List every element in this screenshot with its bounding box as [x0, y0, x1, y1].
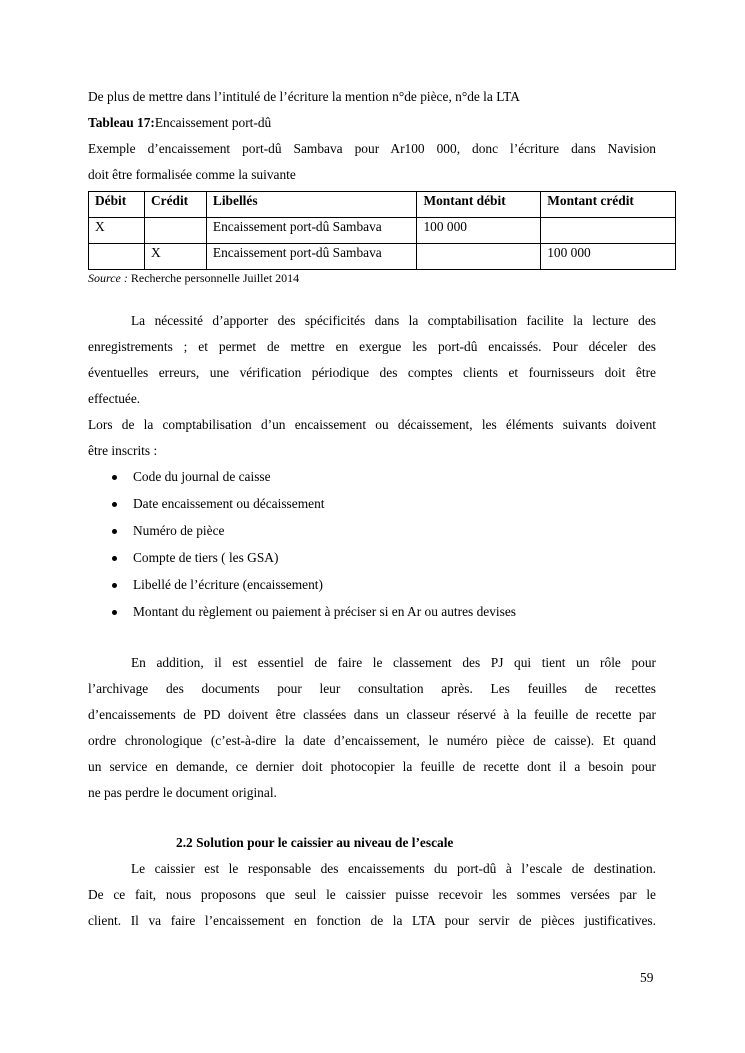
paragraph-line: Le caissier est le responsable des encaissements du port-dû à l’escale de destination.	[131, 861, 656, 876]
paragraph-line: éventuelles erreurs, une vérification périodique des comptes clients et fournisseurs doit être	[88, 365, 656, 380]
paragraph-line: être inscrits :	[88, 443, 158, 458]
table-cell: Encaissement port-dû Sambava	[206, 244, 417, 270]
table-cell	[89, 244, 145, 270]
paragraph-line: client. Il va faire l’encaissement en fonction de la LTA pour servir de pièces justificatives.	[88, 913, 656, 928]
list-item: Libellé de l’écriture (encaissement)	[88, 572, 656, 599]
document-page	[88, 84, 656, 934]
paragraph-line: ne pas perdre le document original.	[88, 785, 277, 800]
table-source	[88, 271, 656, 285]
table-caption	[88, 110, 656, 136]
example-line-2: doit être formalisée comme la suivante	[88, 167, 296, 182]
intro-line: De plus de mettre dans l’intitulé de l’écriture la mention n°de pièce, n°de la LTA	[88, 89, 520, 104]
header-montant-credit: Montant crédit	[541, 192, 676, 218]
table-cell	[541, 218, 676, 244]
paragraph-line: De ce fait, nous proposons que seul le caissier puisse recevoir les sommes versées par le	[88, 887, 656, 902]
list-item: Compte de tiers ( les GSA)	[88, 545, 656, 572]
table-cell: 100 000	[417, 218, 541, 244]
bullet-list	[88, 464, 656, 626]
table-cell: X	[89, 218, 145, 244]
table-cell: Encaissement port-dû Sambava	[206, 218, 417, 244]
table-caption-label: Tableau 17:	[88, 115, 155, 130]
source-text: Recherche personnelle Juillet 2014	[127, 271, 300, 285]
table-row	[89, 218, 676, 244]
paragraph-2	[88, 412, 656, 464]
bullet-icon	[112, 583, 117, 588]
table-cell	[417, 244, 541, 270]
list-item: Numéro de pièce	[88, 518, 656, 545]
list-item: Code du journal de caisse	[88, 464, 656, 491]
list-item: Date encaissement ou décaissement	[88, 491, 656, 518]
table-row	[89, 244, 676, 270]
source-label: Source :	[88, 271, 128, 285]
table-cell: 100 000	[541, 244, 676, 270]
page-number: 59	[640, 970, 654, 985]
bullet-icon	[112, 502, 117, 507]
header-debit: Débit	[89, 192, 145, 218]
paragraph-4	[88, 856, 656, 934]
paragraph-3	[88, 650, 656, 806]
paragraph-1	[88, 308, 656, 412]
header-montant-debit: Montant débit	[417, 192, 541, 218]
paragraph-line: d’encaissements de PD doivent être classées dans un classeur réservé à la feuille de recette par	[88, 707, 656, 722]
header-libelles: Libellés	[206, 192, 417, 218]
table-cell: X	[144, 244, 206, 270]
paragraph-line: effectuée.	[88, 391, 141, 406]
paragraph-line: En addition, il est essentiel de faire le classement des PJ qui tient un rôle pour	[131, 655, 656, 670]
bullet-icon	[112, 556, 117, 561]
paragraph-line: un service en demande, ce dernier doit photocopier la feuille de recette dont il a besoin pour	[88, 759, 656, 774]
accounting-entry-table	[88, 191, 676, 270]
section-heading: 2.2 Solution pour le caissier au niveau de l’escale	[176, 835, 454, 850]
paragraph-line: enregistrements ; et permet de mettre en exergue les port-dû encaissés. Pour déceler des	[88, 339, 656, 354]
table-cell	[144, 218, 206, 244]
table-header-row	[89, 192, 676, 218]
bullet-icon	[112, 529, 117, 534]
example-line-1: Exemple d’encaissement port-dû Sambava pour Ar100 000, donc l’écriture dans Navision	[88, 141, 656, 156]
bullet-icon	[112, 475, 117, 480]
paragraph-line: La nécessité d’apporter des spécificités dans la comptabilisation facilite la lecture des	[131, 313, 656, 328]
paragraph-line: l’archivage des documents pour leur consultation après. Les feuilles de recettes	[88, 681, 656, 696]
table-caption-title: Encaissement port-dû	[154, 115, 272, 130]
list-item: Montant du règlement ou paiement à préciser si en Ar ou autres devises	[88, 599, 656, 626]
bullet-icon	[112, 610, 117, 615]
header-credit: Crédit	[144, 192, 206, 218]
paragraph-line: ordre chronologique (c’est-à-dire la date d’encaissement, le numéro pièce de caisse). Et quand	[88, 733, 656, 748]
paragraph-line: Lors de la comptabilisation d’un encaissement ou décaissement, les éléments suivants doivent	[88, 417, 656, 432]
